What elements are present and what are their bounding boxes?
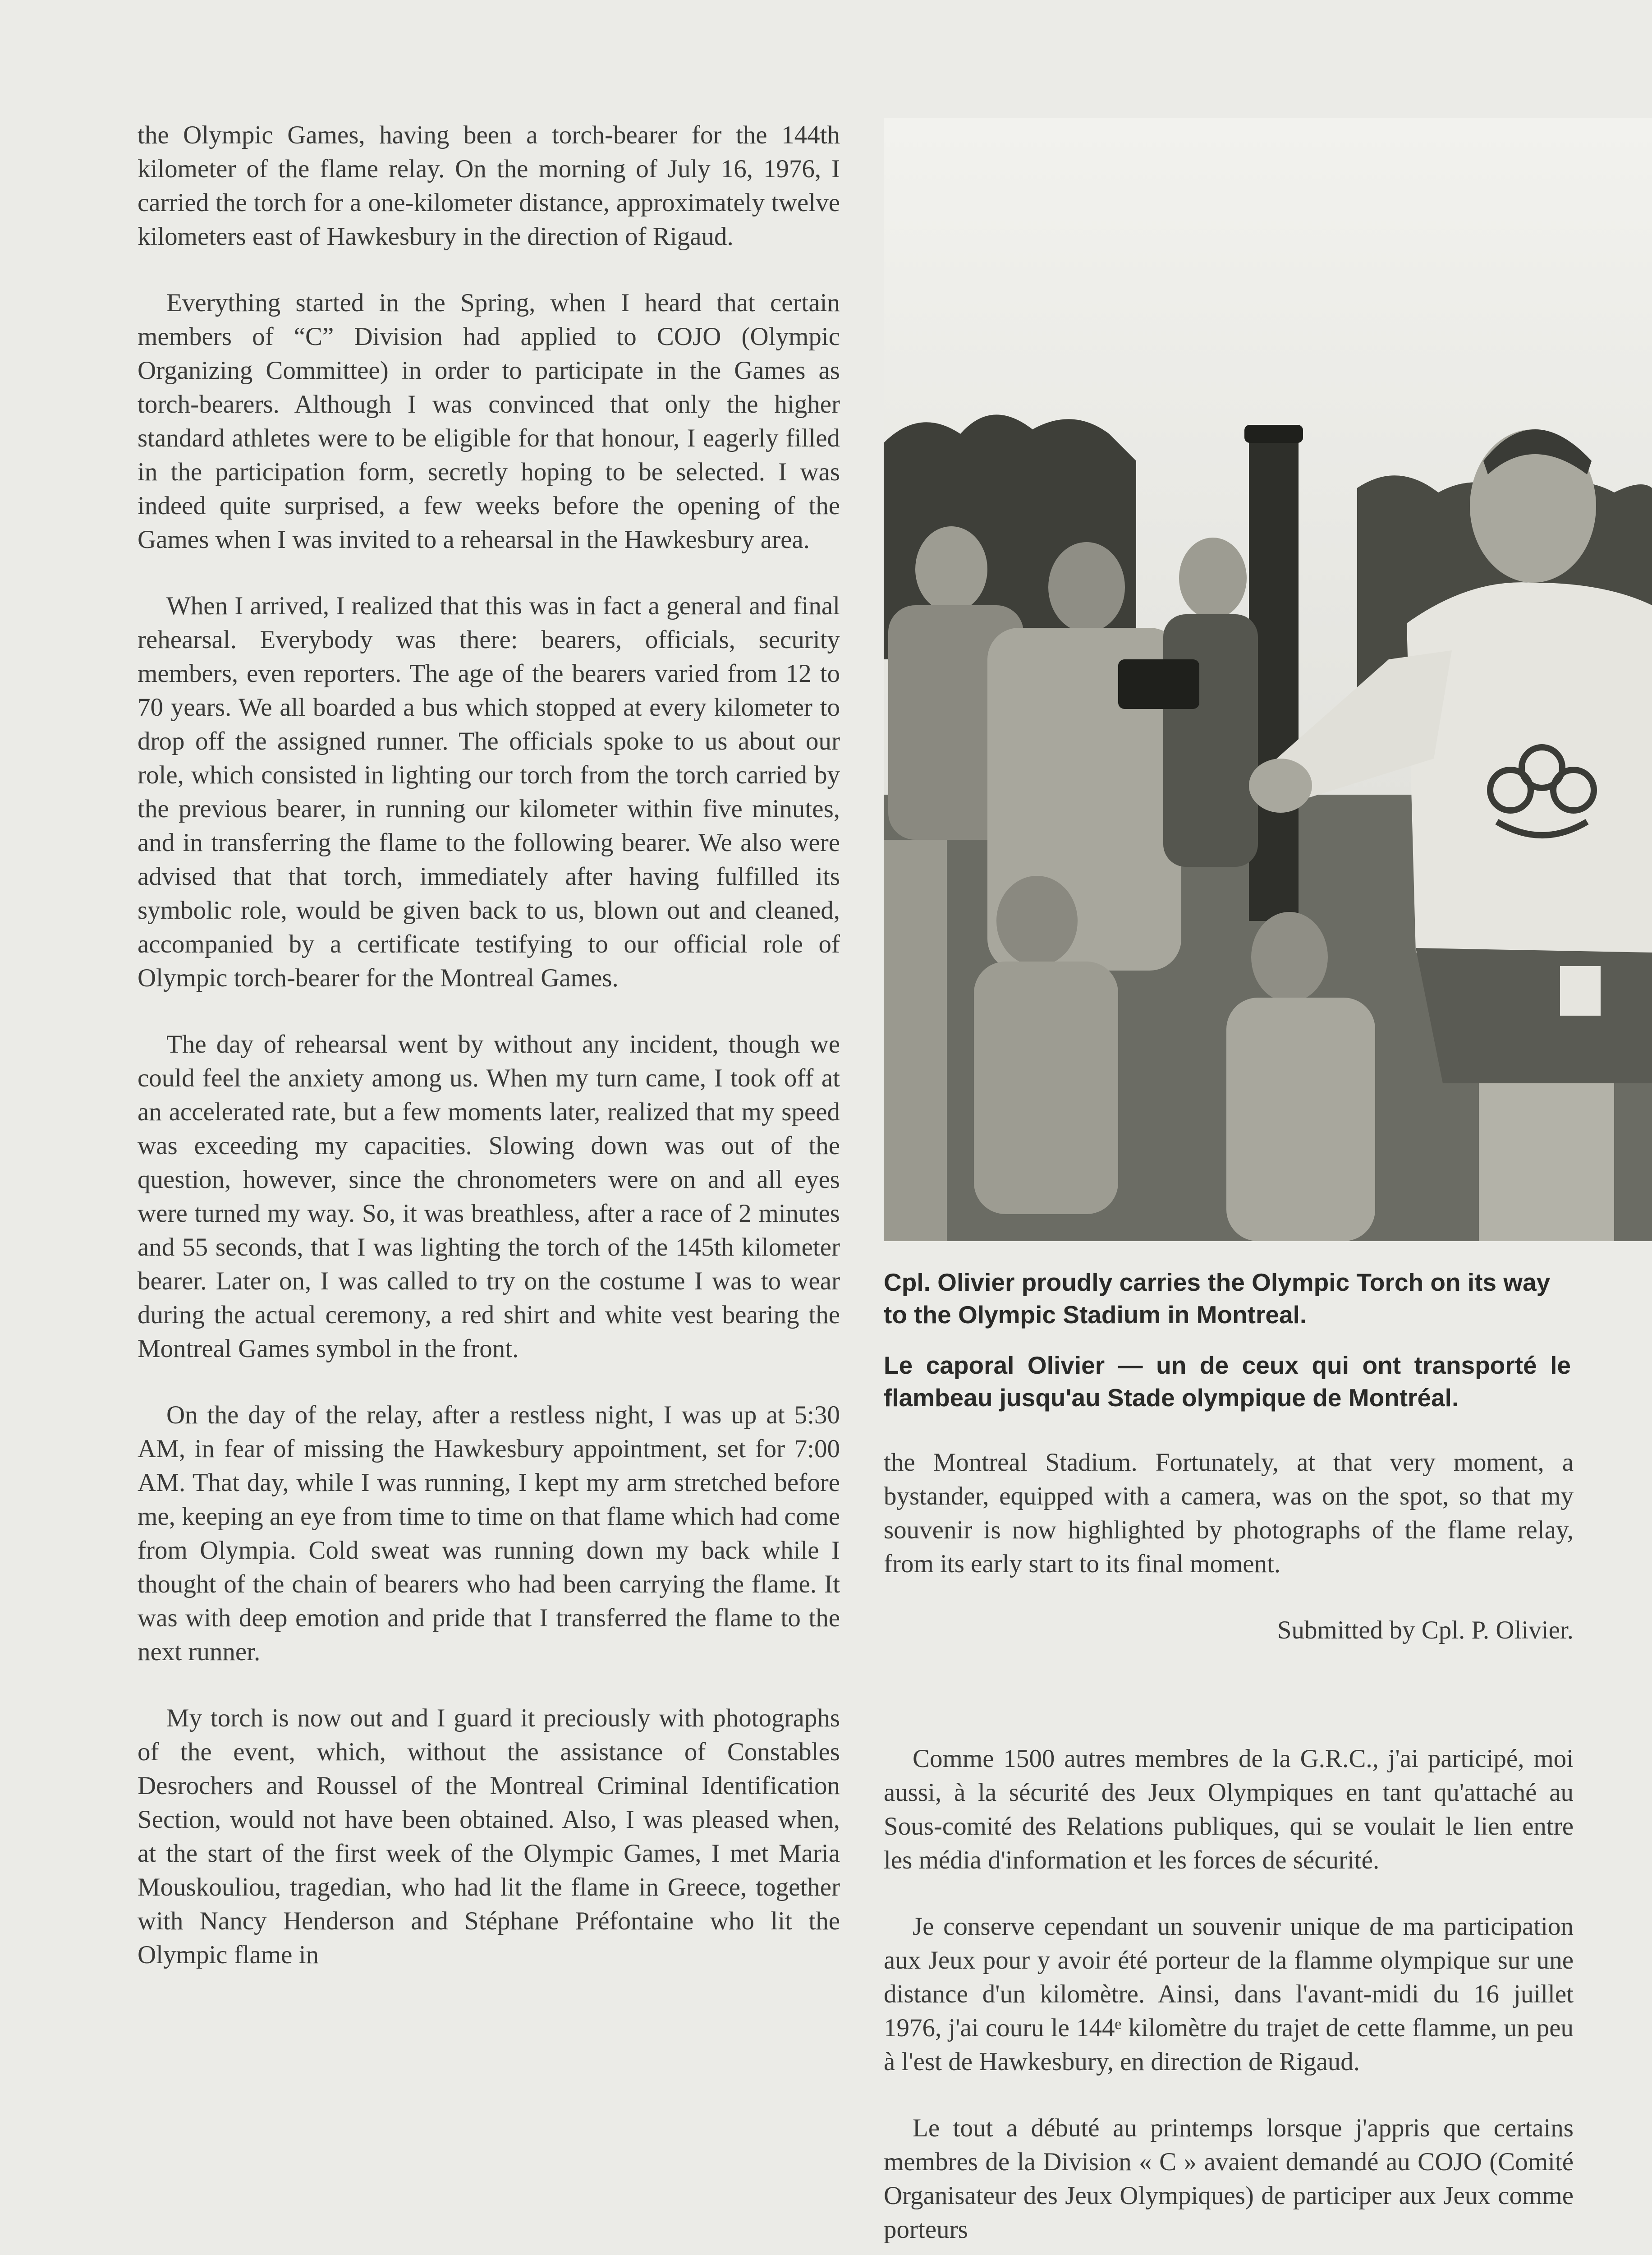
photo-caption-french: Le caporal Olivier — un de ceux qui ont transporté le flambeau jusqu'au Stade olympique de Montréal. <box>884 1351 1571 1412</box>
author-signature: Submitted by Cpl. P. Olivier. <box>1277 1616 1574 1644</box>
right-column <box>884 118 1652 2255</box>
paragraph: When I arrived, I realized that this was in fact a general and final rehearsal. Everybody was there: bearers, officials, security members, even reporters. The age of the bearers varied from 12 to 70 years. We all boarded a bus which stopped at every kilometer to drop off the assigned runner. The officials spoke to us about our role, which consisted in lighting our torch from the torch carried by the previous bearer, in running our kilometer within five minutes, and in transferring the flame to the following bearer. We also were advised that that torch, immediately after having fulfilled its symbolic role, would be given back to us, blown out and cleaned, accompanied by a certificate testifying to our official role of Olympic torch-bearer for the Montreal Games. <box>138 592 840 992</box>
right-text-block <box>884 1445 1574 2246</box>
photo-caption-english: Cpl. Olivier proudly carries the Olympic Torch on its way to the Olympic Stadium in Montreal. <box>884 1268 1551 1329</box>
left-column <box>138 118 840 2004</box>
paragraph: Comme 1500 autres membres de la G.R.C., j'ai participé, moi aussi, à la sécurité des Jeux Olympiques en tant qu'attaché au Sous-comité des Relations publiques, qui se voulait le lien entre les média d'information et les forces de sécurité. <box>884 1744 1574 1874</box>
olympic-torch-photo <box>884 118 1652 1241</box>
paragraph: On the day of the relay, after a restless night, I was up at 5:30 AM, in fear of missing the Hawkesbury appointment, set for 7:00 AM. That day, while I was running, I kept my arm stretched before me, keeping an eye from time to time on that flame which had come from Olympia. Cold sweat was running down my back while I thought of the chain of bearers who had been carrying the flame. It was with deep emotion and pride that I transferred the flame to the next runner. <box>138 1401 840 1666</box>
paragraph: Je conserve cependant un souvenir unique de ma participation aux Jeux pour y avoir été porteur de la flamme olympique sur une distance d'un kilomètre. Ainsi, dans l'avant-midi du 16 juillet 1976, j'ai couru le 144ᵉ kilomètre du trajet de cette flamme, un peu à l'est de Hawkesbury, en direction de Rigaud. <box>884 1912 1574 2076</box>
paragraph: The day of rehearsal went by without any incident, though we could feel the anxiety among us. When my turn came, I took off at an accelerated rate, but a few moments later, realized that my speed was exceeding my capacities. Slowing down was out of the question, however, since the chronometers were on and all eyes were turned my way. So, it was breathless, after a race of 2 minutes and 55 seconds, that I was lighting the torch of the 145th kilometer bearer. Later on, I was called to try on the costume I was to wear during the actual ceremony, a red shirt and white vest bearing the Montreal Games symbol in the front. <box>138 1030 840 1363</box>
paragraph: the Montreal Stadium. Fortunately, at that very moment, a bystander, equipped with a camera, was on the spot, so that my souvenir is now highlighted by photographs of the flame relay, from its early start to its final moment. <box>884 1448 1574 1578</box>
paragraph: My torch is now out and I guard it preciously with photographs of the event, which, without the assistance of Constables Desrochers and Roussel of the Montreal Criminal Identification Section, would not have been obtained. Also, I was pleased when, at the start of the first week of the Olympic Games, I met Maria Mouskouliou, tragedian, who had lit the flame in Greece, together with Nancy Henderson and Stéphane Préfontaine who lit the Olympic flame in <box>138 1704 840 1969</box>
paragraph: the Olympic Games, having been a torch-bearer for the 144th kilometer of the flame relay. On the morning of July 16, 1976, I carried the torch for a one-kilometer distance, approximately twelve kilometers east of Hawkesbury in the direction of Rigaud. <box>138 121 840 251</box>
paragraph: Everything started in the Spring, when I heard that certain members of “C” Division had applied to COJO (Olympic Organizing Committee) in order to participate in the Games as torch-bearers. Although I was convinced that only the higher standard athletes were to be eligible for that honour, I eagerly filled in the participation form, secretly hoping to be selected. I was indeed quite surprised, a few weeks before the opening of the Games when I was invited to a rehearsal in the Hawkesbury area. <box>138 289 840 554</box>
paragraph: Le tout a débuté au printemps lorsque j'appris que certains membres de la Division « C » avaient demandé au COJO (Comité Organisateur des Jeux Olympiques) de participer aux Jeux comme porteurs <box>884 2114 1574 2244</box>
